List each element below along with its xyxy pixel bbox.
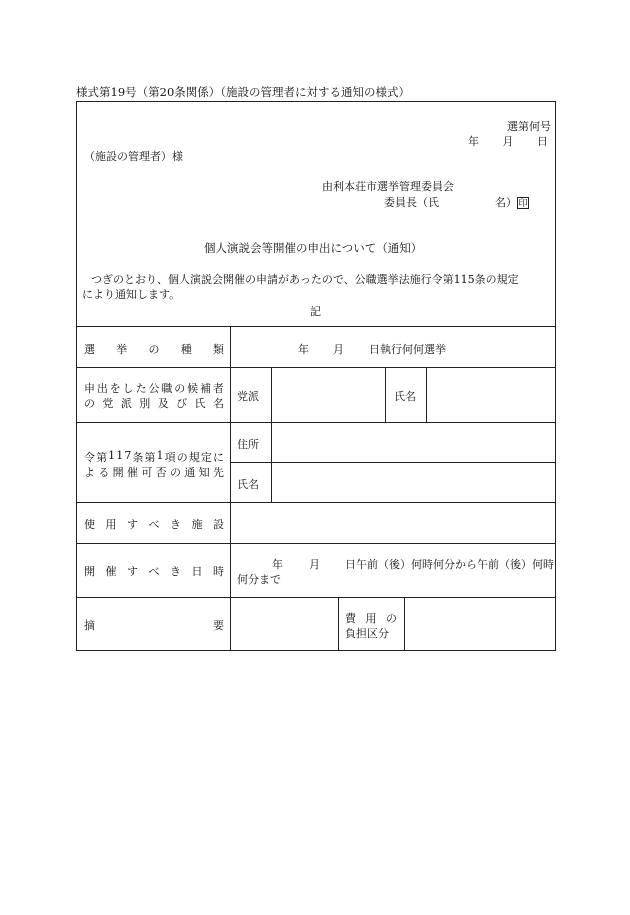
candidate-label-line-2: の 党 派 別 及 び 氏 名	[84, 397, 224, 410]
date-line	[468, 133, 548, 149]
summary-divider	[338, 597, 339, 651]
row-divider	[76, 422, 556, 423]
datetime-year: 年	[272, 558, 283, 571]
cost-label-line-1: 費 用 の	[345, 612, 397, 625]
body-line-1: つぎのとおり、個人演説会開催の申請があったので、公職選挙法施行令第115条の規定	[91, 273, 519, 286]
chair-suffix: 名）	[495, 196, 517, 209]
summary-divider	[404, 597, 405, 651]
party-name-divider	[385, 367, 386, 422]
datetime-value-line-2: 何分まで	[237, 573, 281, 586]
date-month-label: 月	[502, 135, 514, 148]
issuer-chair	[384, 194, 529, 210]
sublabel-divider	[271, 367, 272, 502]
table-top-border	[76, 326, 556, 327]
election-type-year: 年	[298, 343, 309, 356]
address-label: 住所	[237, 438, 259, 451]
row-divider	[76, 597, 556, 598]
chair-prefix: 委員長（氏	[384, 196, 439, 209]
election-type-label: 選 挙 の 種 類	[84, 343, 224, 356]
candidate-label-line-1: 申 出 を し た 公 職 の 候 補 者	[84, 382, 224, 395]
date-day-label: 日	[537, 135, 548, 148]
issuer-organization: 由利本荘市選挙管理委員会	[322, 180, 454, 193]
cost-label-line-2: 負担区分	[345, 627, 389, 640]
datetime-value-line-1: 日午前（後）何時何分から午前（後）何時	[345, 558, 554, 571]
election-type-value: 日執行何何選挙	[369, 343, 446, 356]
ki-label: 記	[310, 305, 321, 318]
label-column-divider	[230, 326, 231, 651]
notice-name-label: 氏名	[237, 478, 259, 491]
date-year-label: 年	[468, 135, 479, 148]
datetime-month: 月	[309, 558, 320, 571]
form-title: 様式第19号（第20条関係）（施設の管理者に対する通知の様式）	[76, 85, 411, 99]
candidate-name-label: 氏名	[394, 390, 416, 403]
row-divider	[230, 462, 556, 463]
document-number: 選第何号	[507, 120, 551, 133]
party-name-divider	[426, 367, 427, 422]
notice-to-label-line-2: よ る 開 催 可 否 の 通 知 先	[84, 466, 224, 479]
notice-to-label-line-1: 令 第 1 1 7 条 第 1 項 の 規 定 に	[84, 449, 224, 464]
body-line-2: により通知します。	[82, 288, 181, 301]
election-type-month: 月	[333, 343, 344, 356]
party-label: 党派	[237, 390, 259, 403]
facility-label: 使 用 す べ き 施 設	[84, 518, 224, 531]
datetime-label: 開 催 す べ き 日 時	[84, 565, 224, 578]
summary-label: 摘 要	[84, 619, 224, 632]
addressee: （施設の管理者）様	[84, 150, 183, 163]
row-divider	[76, 543, 556, 544]
row-divider	[76, 367, 556, 368]
subject-heading: 個人演説会等開催の申出について（通知）	[204, 241, 423, 255]
row-divider	[76, 502, 556, 503]
seal-mark: 印	[518, 199, 528, 209]
